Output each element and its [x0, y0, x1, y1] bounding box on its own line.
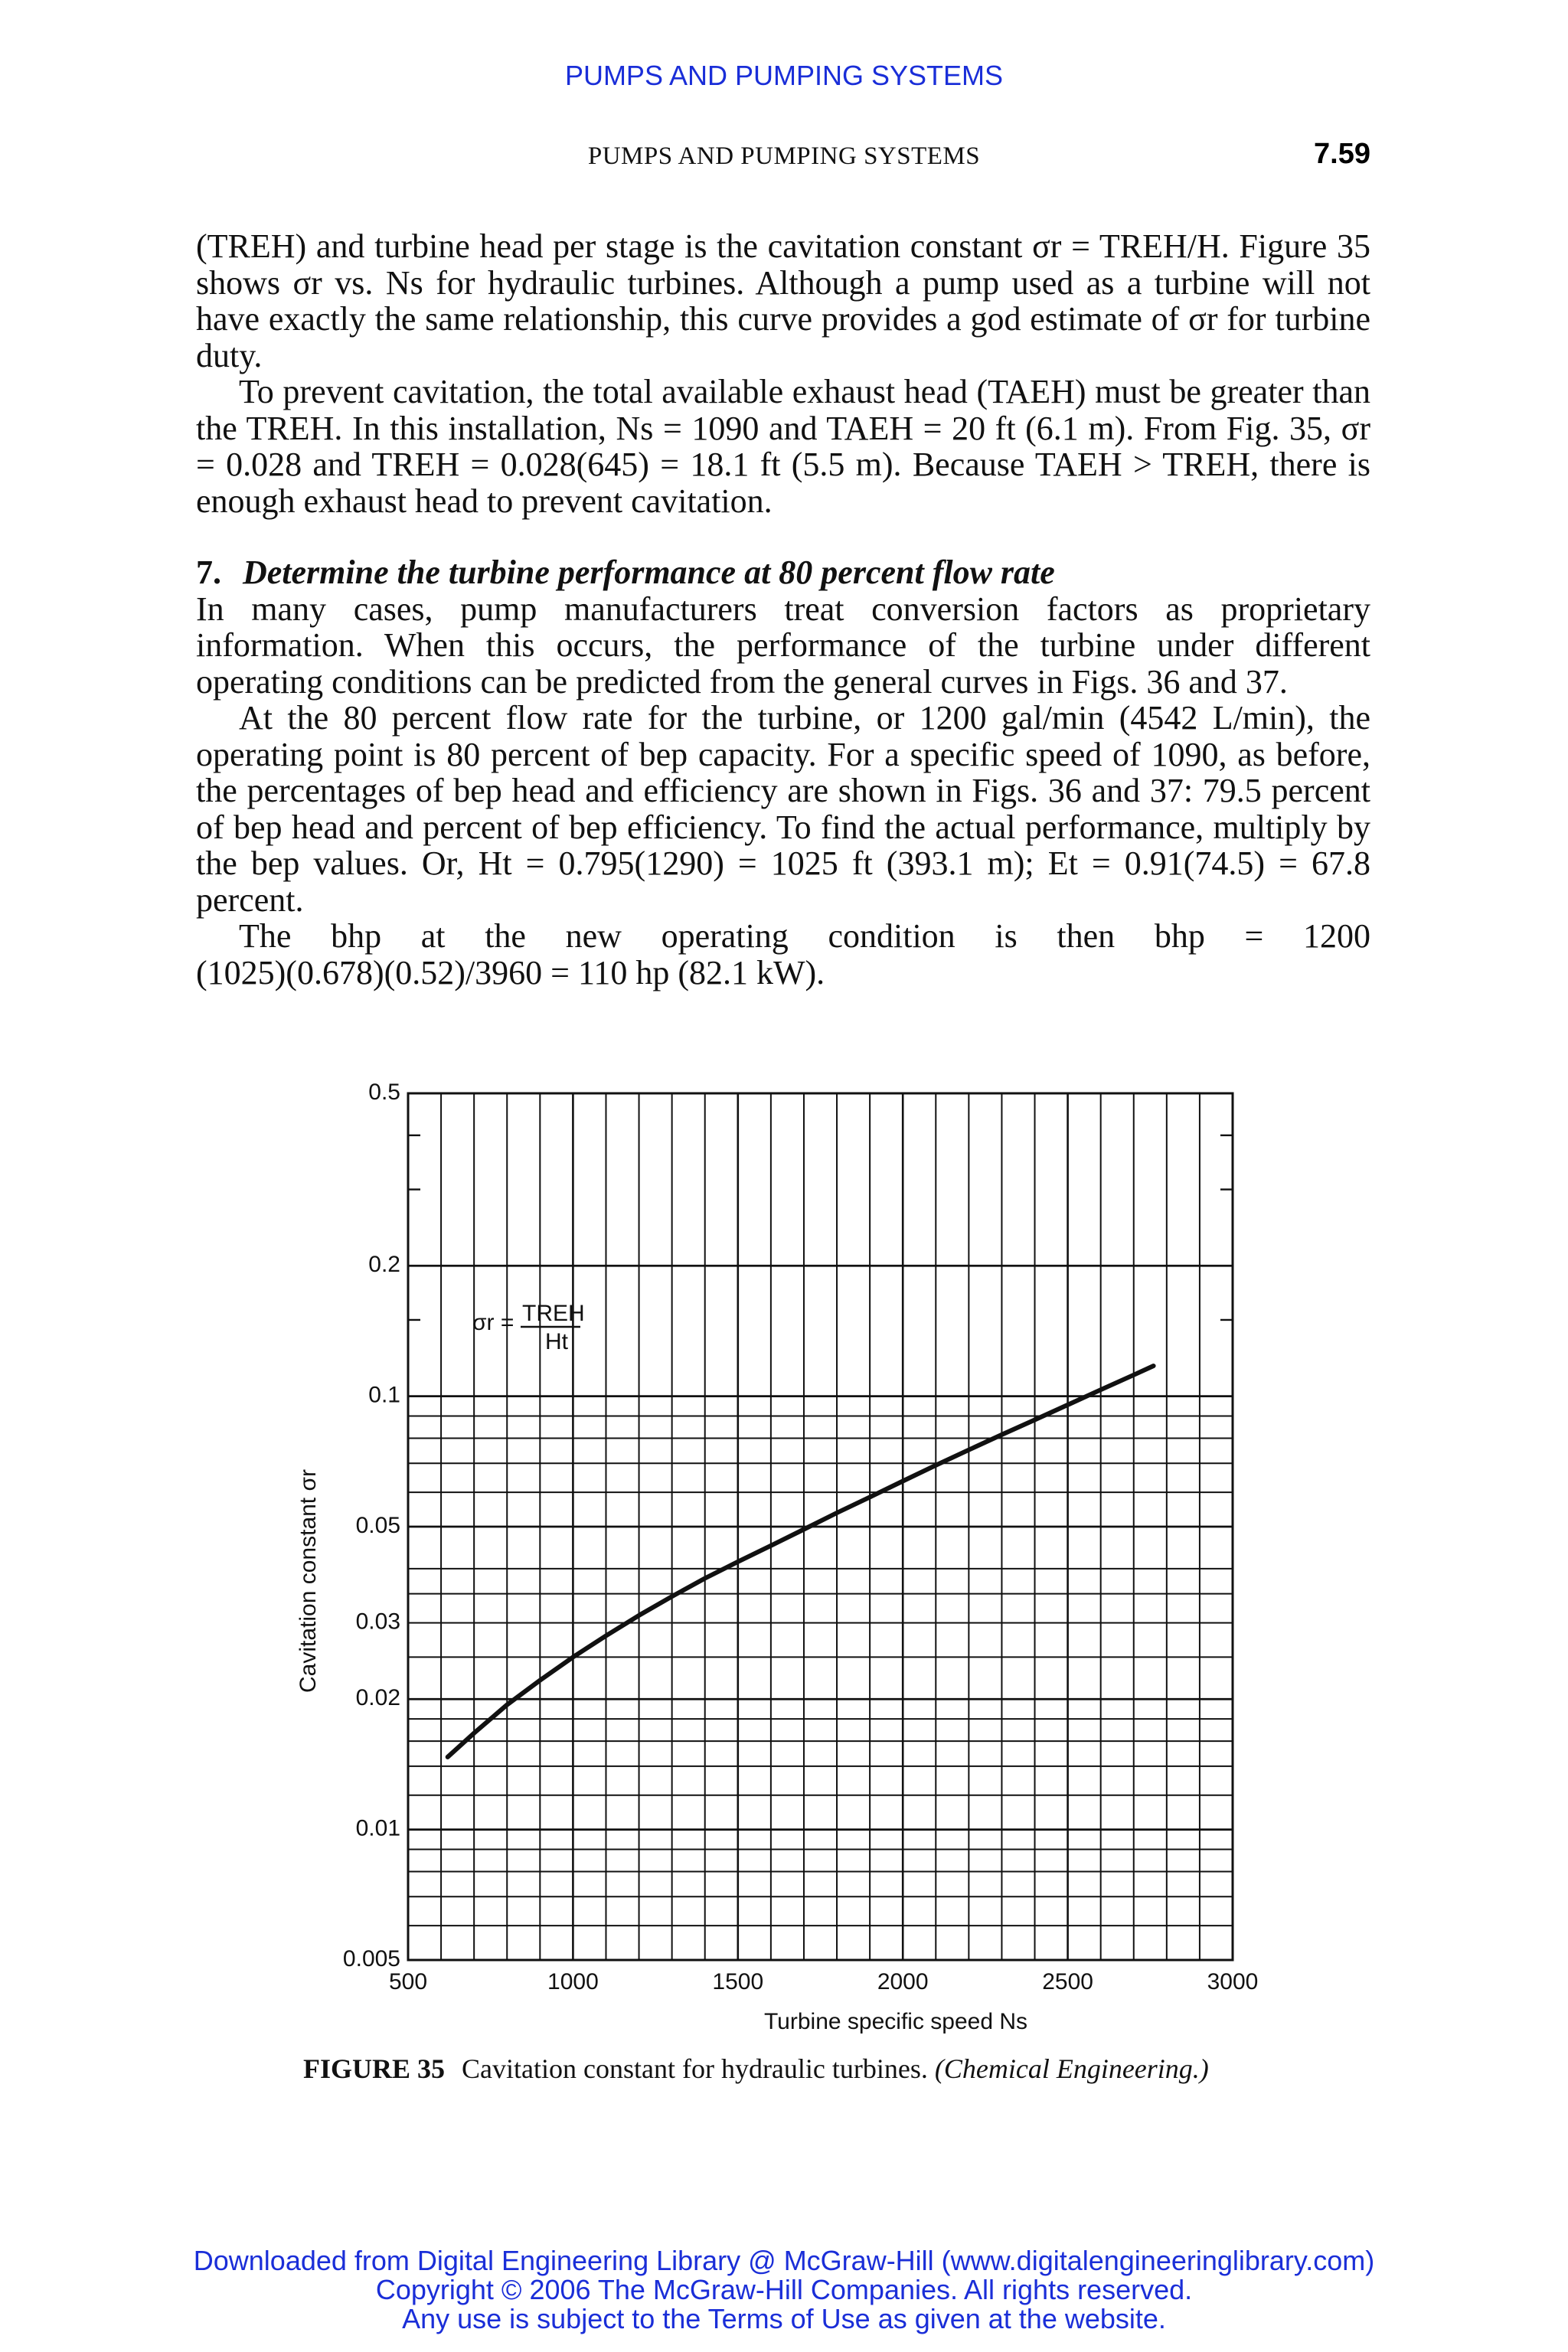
annotation-denominator: Ht	[545, 1329, 568, 1354]
section-number: 7.	[196, 554, 221, 591]
figure-label: FIGURE 35	[303, 2053, 446, 2084]
y-tick-label: 0.05	[355, 1513, 400, 1538]
x-tick-label: 1000	[547, 1969, 599, 1994]
footer-line-download: Downloaded from Digital Engineering Library @ McGraw-Hill (www.digitalengineeringlibrary.com)	[193, 2245, 1375, 2276]
page-number: 7.59	[1314, 138, 1370, 170]
cavitation-chart	[276, 1072, 1286, 2037]
figure-35	[276, 1072, 1286, 2037]
y-tick-label: 0.5	[368, 1080, 400, 1105]
footer-line-terms: Any use is subject to the Terms of Use as given at the website.	[402, 2303, 1166, 2334]
source-banner: PUMPS AND PUMPING SYSTEMS	[564, 60, 1004, 91]
x-axis-label: Turbine specific speed Ns	[763, 2009, 1028, 2034]
annotation-numerator: TREH	[522, 1301, 585, 1326]
body-text	[196, 228, 1370, 991]
chart-annotation	[472, 1301, 585, 1354]
annotation-lhs: σr =	[472, 1310, 514, 1335]
paragraph-2: To prevent cavitation, the total available exhaust head (TAEH) must be greater than the TREH. In this installation, Ns = 1090 and TAEH = 20 ft (6.1 m). From Fig. 35, σr = 0.028 and TREH = 0.028(645) = 18.1 ft (5.5 m). Because TAEH > TREH, there is enough exhaust head to prevent cavitation.	[196, 373, 1370, 520]
paragraph-5-line-1: The bhp at the new operating condition is then bhp = 1200	[239, 917, 1370, 955]
x-tick-label: 2000	[877, 1969, 929, 1994]
running-head: PUMPS AND PUMPING SYSTEMS	[587, 142, 981, 170]
footer-line-copyright: Copyright © 2006 The McGraw-Hill Companies. All rights reserved.	[375, 2274, 1193, 2305]
caption-text: Cavitation constant for hydraulic turbines.	[462, 2053, 928, 2084]
y-tick-label: 0.005	[342, 1946, 400, 1971]
section-title: Determine the turbine performance at 80 percent flow rate	[243, 554, 1055, 591]
x-tick-label: 3000	[1207, 1969, 1259, 1994]
y-tick-label: 0.03	[355, 1609, 400, 1635]
y-tick-label: 0.2	[368, 1252, 400, 1278]
section-heading	[196, 554, 1370, 591]
copyright-footer	[0, 2246, 1568, 2334]
paragraph-5-line-2: (1025)(0.678)(0.52)/3960 = 110 hp (82.1 kW).	[196, 953, 825, 991]
caption-source: (Chemical Engineering.)	[934, 2053, 1209, 2084]
x-tick-label: 1500	[712, 1969, 764, 1994]
y-tick-label: 0.01	[355, 1815, 400, 1841]
chart-grid	[408, 1093, 1233, 1960]
paragraph-4: At the 80 percent flow rate for the turbine, or 1200 gal/min (4542 L/min), the operating point is 80 percent of bep capacity. For a specific speed of 1090, as before, the percentages of bep head and efficiency are shown in Figs. 36 and 37: 79.5 percent of bep head and percent of bep efficiency. To find the actual performance, multiply by the bep values. Or, Ht = 0.795(1290) = 1025 ft (393.1 m); Et = 0.91(74.5) = 67.8 percent.	[196, 699, 1370, 919]
y-axis-label: Cavitation constant σr	[296, 1469, 321, 1693]
x-tick-label: 2500	[1042, 1969, 1093, 1994]
figure-caption	[303, 2052, 1263, 2086]
paragraph-3: In many cases, pump manufacturers treat conversion factors as proprietary information. When this occurs, the performance of the turbine under different operating conditions can be predicted from the general curves in Figs. 36 and 37.	[196, 590, 1370, 701]
y-tick-label: 0.1	[368, 1382, 400, 1408]
x-tick-label: 500	[388, 1969, 428, 1994]
y-tick-label: 0.02	[355, 1685, 400, 1711]
chart-ticks	[343, 1080, 1258, 1994]
paragraph-1: (TREH) and turbine head per stage is the cavitation constant σr = TREH/H. Figure 35 shows σr vs. Ns for hydraulic turbines. Although a pump used as a turbine will not have exactly the same relationship, this curve provides a god estimate of σr for turbine duty.	[196, 227, 1370, 374]
